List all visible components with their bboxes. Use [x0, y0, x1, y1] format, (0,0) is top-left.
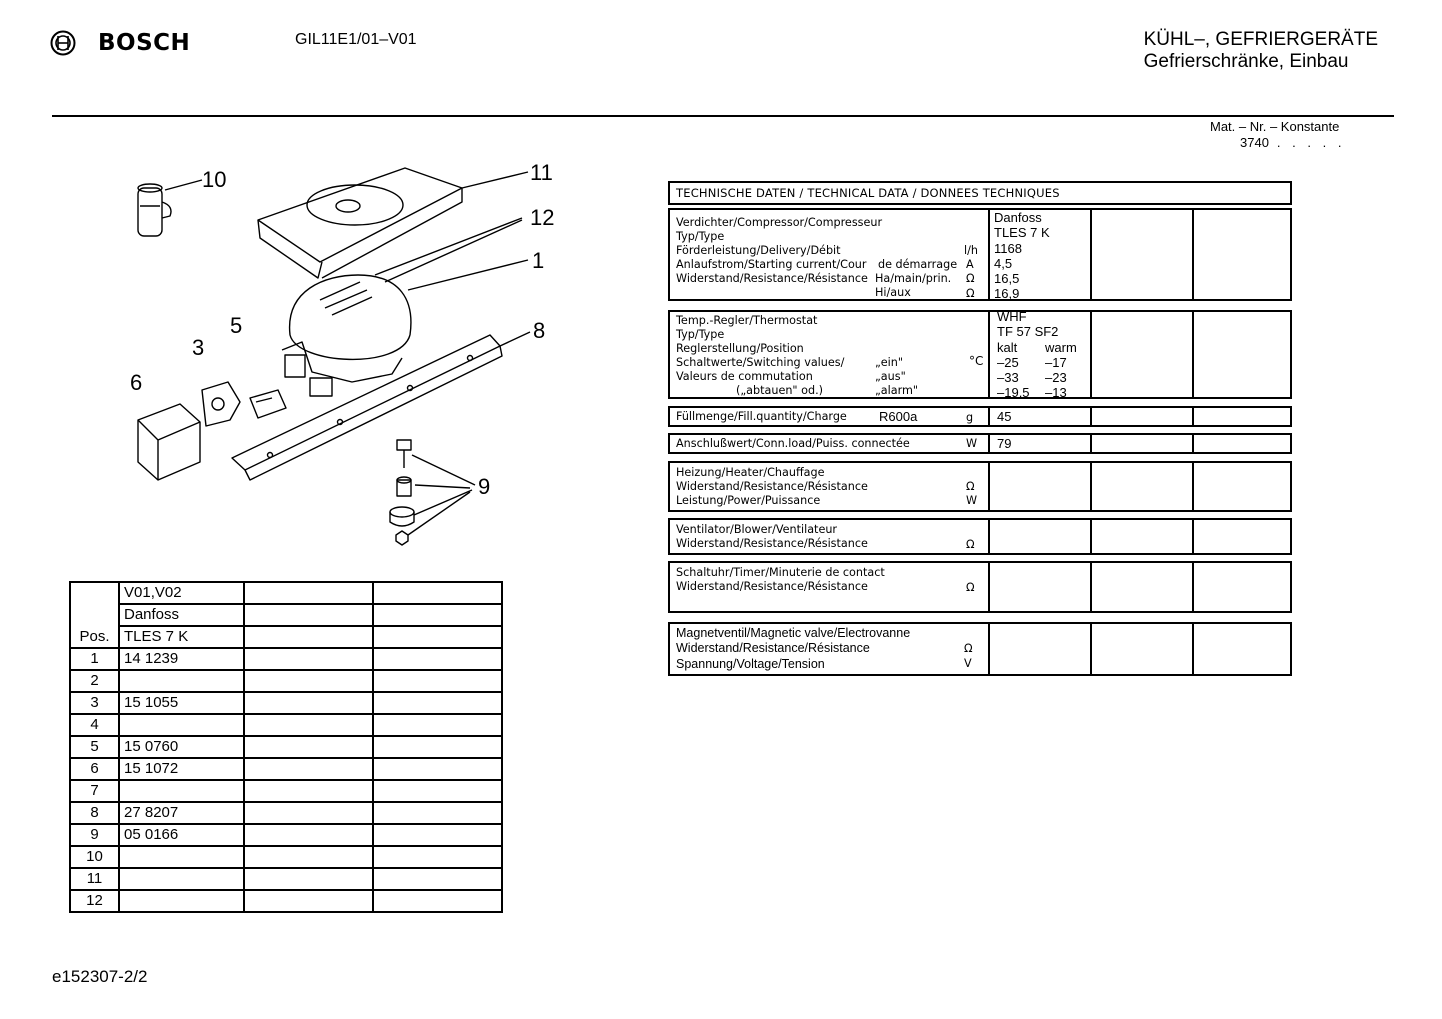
tech-data-title: TECHNISCHE DATEN / TECHNICAL DATA / DONNEES TECHNIQUES [676, 186, 1060, 200]
table-row: 9 05 0166 [70, 824, 502, 846]
table-row: 10 [70, 846, 502, 868]
callout-11: 11 [530, 160, 553, 185]
exploded-parts-diagram [110, 150, 570, 550]
part-1-drawing [282, 275, 411, 396]
category-title: KÜHL–, GEFRIERGERÄTE [1143, 29, 1378, 50]
compressor-block: Verdichter/Compressor/Compresseur Typ/Type Förderleistung/Delivery/Débit Anlaufstrom/Starting current/Cour de démarrage Widerstand/Resistance/Résistance Ha/main/prin. Hi/aux l/h A Ω Ω Danfoss TLES 7 K 1168 4,5 16,5 16,9 [668, 208, 1292, 301]
connected-load-block: Anschlußwert/Conn.load/Puiss. connectée W 79 [668, 433, 1292, 454]
callout-6: 6 [130, 370, 143, 395]
mat-nr-block [1210, 119, 1345, 151]
mat-nr-dots: . . . . . [1276, 135, 1346, 150]
model-number: GIL11E1/01–V01 [295, 31, 417, 48]
parts-header-maker: Danfoss [119, 604, 244, 626]
parts-header-type: TLES 7 K [119, 626, 244, 648]
magnetic-valve-block: Magnetventil/Magnetic valve/Electrovanne Widerstand/Resistance/Résistance Spannung/Voltage/Tension Ω V [668, 622, 1292, 676]
part-5-drawing [250, 390, 286, 418]
callout-5: 5 [230, 313, 243, 338]
table-row: 12 [70, 890, 502, 912]
bosch-logo [50, 30, 190, 56]
table-row: 3 15 1055 [70, 692, 502, 714]
bosch-armature-icon [50, 30, 76, 56]
part-3-drawing [202, 382, 240, 426]
callout-3: 3 [192, 335, 205, 360]
timer-block: Schaltuhr/Timer/Minuterie de contact Widerstand/Resistance/Résistance Ω [668, 561, 1292, 613]
callout-8: 8 [533, 318, 546, 343]
table-row: 6 15 1072 [70, 758, 502, 780]
table-row: 5 15 0760 [70, 736, 502, 758]
heater-block: Heizung/Heater/Chauffage Widerstand/Resistance/Résistance Leistung/Power/Puissance Ω W [668, 461, 1292, 512]
table-row: 8 27 8207 [70, 802, 502, 824]
subcategory-title: Gefrierschränke, Einbau [1143, 51, 1349, 72]
title-block [1144, 29, 1378, 73]
blower-block: Ventilator/Blower/Ventilateur Widerstand/Resistance/Résistance Ω [668, 518, 1292, 555]
tech-data-header [668, 181, 1292, 205]
parts-header-version: V01,V02 [119, 582, 244, 604]
fill-quantity-block: Füllmenge/Fill.quantity/Charge R600a g 45 [668, 406, 1292, 427]
callout-9: 9 [478, 474, 491, 499]
callout-10: 10 [202, 167, 227, 192]
mat-nr-value: 3740 [1240, 135, 1269, 150]
part-10-drawing [138, 184, 171, 236]
thermostat-block: Temp.-Regler/Thermostat Typ/Type Reglerstellung/Position Schaltwerte/Switching values/ Valeurs de commutation („abtauen" od.) „ein" „aus" „alarm" °C WHF TF 57 SF2 kalt warm –25 –17 –33 –23 –19,5 –13 [668, 310, 1292, 399]
parts-table [69, 581, 503, 913]
table-row: 4 [70, 714, 502, 736]
brand-name: BOSCH [98, 30, 191, 56]
part-8-drawing [232, 335, 502, 480]
table-row: 2 [70, 670, 502, 692]
pos-header: Pos. [70, 626, 119, 648]
document-reference: e152307-2/2 [52, 967, 148, 986]
table-row: 11 [70, 868, 502, 890]
table-row: 1 14 1239 [70, 648, 502, 670]
mat-nr-label: Mat. – Nr. – Konstante [1210, 119, 1340, 134]
part-6-drawing [138, 404, 200, 480]
callout-12: 12 [530, 205, 555, 230]
table-row: 7 [70, 780, 502, 802]
callout-1: 1 [532, 248, 545, 273]
part-9-drawing [390, 440, 414, 545]
header-divider [52, 115, 1394, 117]
